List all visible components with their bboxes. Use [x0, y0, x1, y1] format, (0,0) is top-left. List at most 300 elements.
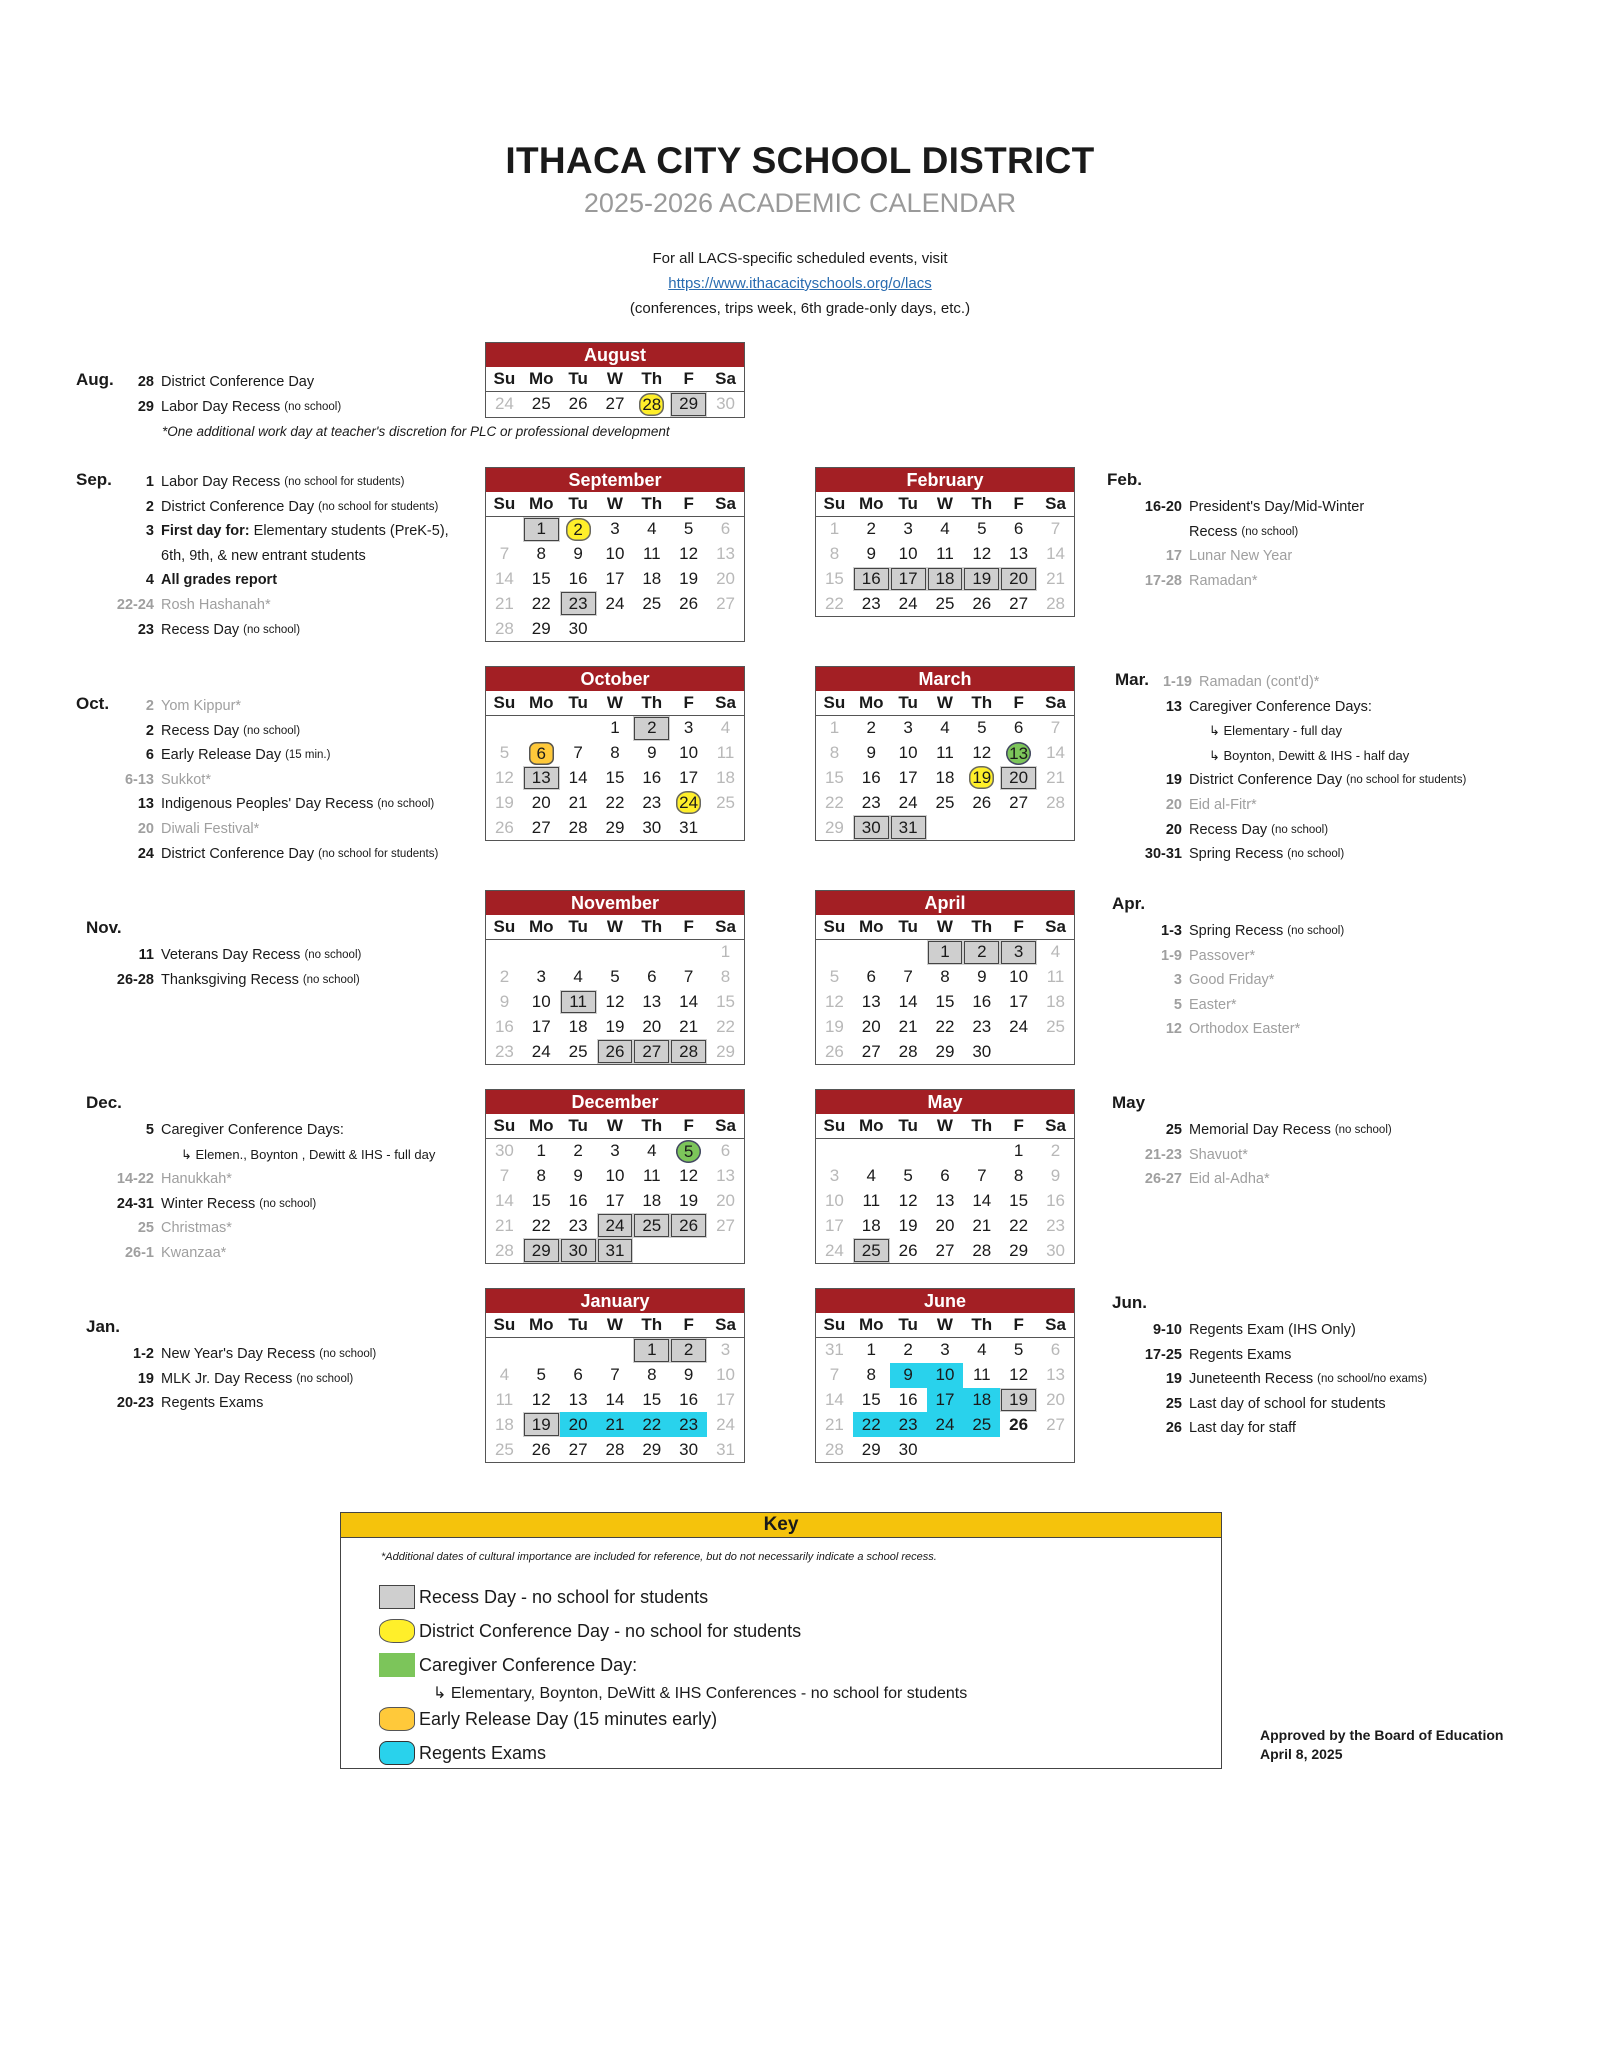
- day-cell: 14: [1046, 544, 1065, 564]
- event-date: [74, 544, 154, 569]
- event-date: 20-23: [116, 1395, 154, 1412]
- day-cell: 10: [927, 1363, 964, 1388]
- event-date: 1-3: [1161, 923, 1182, 939]
- day-cell: 30: [1046, 1240, 1065, 1260]
- day-cell: 15: [605, 767, 625, 787]
- day-cell: 13: [935, 1190, 955, 1210]
- calendar-november: [485, 890, 745, 1065]
- event-text: Eid al-Fitr*: [1189, 796, 1257, 813]
- day-cell: 9: [977, 967, 987, 987]
- day-cell: 10: [679, 743, 699, 763]
- day-cell: 20: [716, 1190, 735, 1210]
- event-note: (no school): [243, 724, 301, 737]
- weekday-header: Sa: [707, 367, 744, 392]
- day-cell: 15: [642, 1389, 662, 1409]
- event-date: 12: [1165, 1021, 1182, 1038]
- event-text: Sukkot*: [161, 771, 211, 788]
- day-cell: 3: [903, 519, 913, 539]
- day-cell: 30: [972, 1041, 992, 1061]
- event-text: Recess Day: [1189, 821, 1268, 838]
- day-cell: 1: [633, 1338, 670, 1363]
- lacs-link[interactable]: https://www.ithacacityschools.org/o/lacs: [668, 275, 932, 292]
- event-date: 26: [1165, 1420, 1182, 1437]
- event-item: [1108, 993, 1344, 1018]
- day-cell: 11: [642, 544, 661, 564]
- day-cell: 5: [499, 743, 510, 763]
- day-cell: [707, 1238, 744, 1263]
- day-cell: 14: [898, 991, 918, 1011]
- day-cell: 28: [568, 817, 588, 837]
- event-item: [1108, 670, 1466, 695]
- day-cell: 14: [494, 568, 514, 588]
- day-cell: 22: [1009, 1215, 1029, 1235]
- weekday-header: F: [670, 1313, 707, 1338]
- event-date: 5: [145, 1122, 154, 1138]
- event-date: 17-25: [1144, 1346, 1182, 1363]
- event-text: Rosh Hashanah*: [161, 596, 271, 613]
- event-date: 20: [1165, 796, 1182, 813]
- month-header: November: [486, 891, 744, 915]
- day-cell: 1: [1013, 1141, 1024, 1161]
- day-cell: 26: [972, 792, 992, 812]
- day-cell: 6: [940, 1166, 950, 1186]
- day-cell: [890, 1139, 927, 1164]
- day-cell: 1: [829, 718, 840, 738]
- event-item: [1108, 818, 1466, 843]
- event-item: [74, 1167, 435, 1192]
- weekday-header: Sa: [1037, 691, 1074, 716]
- day-cell: [486, 716, 523, 741]
- day-cell: 22: [531, 1215, 551, 1235]
- day-cell: 29: [531, 618, 551, 638]
- key-caregiver-sub: ↳ Elementary, Boynton, DeWitt & IHS Conferences - no school for students: [433, 1685, 968, 1702]
- weekday-header: F: [670, 1114, 707, 1139]
- day-cell: 31: [597, 1238, 634, 1263]
- day-cell: 28: [670, 1039, 707, 1064]
- star-icon: [379, 1707, 415, 1731]
- day-cell: 19: [679, 1190, 699, 1210]
- day-cell: 12: [679, 544, 699, 564]
- day-cell: 6: [1013, 519, 1024, 539]
- event-item: [74, 470, 449, 495]
- event-text: ↳ Elementary - full day: [1209, 723, 1342, 739]
- day-cell: 15: [824, 767, 844, 787]
- event-date: 1-2: [133, 1346, 154, 1362]
- page-title: ITHACA CITY SCHOOL DISTRICT: [505, 140, 1095, 181]
- day-cell: 29: [523, 1238, 560, 1263]
- day-cell: 9: [683, 1365, 694, 1385]
- day-cell: 6: [866, 967, 876, 987]
- day-cell: [707, 815, 744, 840]
- day-cell: [633, 1238, 670, 1263]
- event-text: Yom Kippur*: [161, 698, 242, 714]
- event-text: Veterans Day Recess: [161, 947, 301, 963]
- event-note: (no school): [1271, 823, 1329, 836]
- calendar-march: [815, 666, 1075, 841]
- weekday-header: W: [927, 492, 964, 517]
- calendar-september: [485, 467, 745, 642]
- day-cell: 4: [940, 519, 950, 539]
- day-cell: 27: [1009, 792, 1029, 812]
- day-cell: [1000, 1039, 1037, 1064]
- day-cell: 11: [936, 743, 954, 763]
- day-cell: [853, 1139, 890, 1164]
- event-date: 26-28: [116, 971, 154, 988]
- weekday-header: Su: [486, 1313, 523, 1338]
- event-item: [74, 395, 341, 420]
- day-cell: 15: [861, 1389, 881, 1409]
- day-cell: 8: [1013, 1166, 1024, 1186]
- event-date: 2: [145, 698, 154, 714]
- event-item: [1108, 842, 1466, 867]
- day-cell: 10: [898, 544, 918, 564]
- event-text: Memorial Day Recess: [1189, 1122, 1331, 1138]
- key-title: Key: [341, 1513, 1221, 1538]
- event-date: 9-10: [1152, 1322, 1182, 1338]
- day-cell: 1: [829, 519, 840, 539]
- day-cell: 25: [531, 394, 551, 414]
- event-item: [74, 1241, 435, 1266]
- event-date: 24: [137, 845, 154, 862]
- event-item: [74, 568, 449, 593]
- calendar-february: [815, 467, 1075, 617]
- day-cell: 1: [866, 1340, 876, 1360]
- day-cell: [523, 1338, 560, 1363]
- event-text: Spring Recess: [1189, 846, 1284, 863]
- event-item: [74, 943, 361, 968]
- key-caregiver: Caregiver Conference Day:: [419, 1654, 638, 1675]
- event-text: District Conference Day: [1189, 772, 1343, 789]
- day-cell: 9: [1050, 1166, 1061, 1186]
- event-text: Ramadan*: [1189, 572, 1258, 589]
- event-text: Passover*: [1189, 947, 1256, 964]
- events-august: [74, 370, 341, 419]
- weekday-header: Th: [633, 1313, 670, 1338]
- day-cell: 8: [720, 967, 731, 987]
- event-item: [74, 743, 438, 768]
- day-cell: 17: [679, 767, 699, 787]
- day-cell: 15: [716, 991, 735, 1011]
- day-cell: 27: [716, 1215, 735, 1235]
- day-cell: 1: [720, 942, 731, 962]
- day-cell: [963, 1437, 1000, 1462]
- day-cell: 13: [861, 991, 881, 1011]
- day-cell: 25: [935, 593, 955, 613]
- calendar-october: [485, 666, 745, 841]
- event-item: [74, 1367, 376, 1392]
- weekday-header: F: [670, 367, 707, 392]
- weekday-header: Mo: [523, 1313, 560, 1338]
- day-cell: 18: [963, 1388, 1000, 1413]
- day-cell: 7: [573, 743, 583, 763]
- pentagon-icon: 24: [676, 791, 701, 814]
- weekday-header: Sa: [707, 1114, 744, 1139]
- weekday-header: Mo: [853, 492, 890, 517]
- weekday-header: Mo: [853, 1313, 890, 1338]
- day-cell: 22: [824, 593, 844, 613]
- event-date: [1108, 744, 1202, 769]
- day-cell: [1000, 815, 1037, 840]
- day-cell: 20: [861, 1016, 881, 1036]
- day-cell: [927, 1139, 964, 1164]
- event-text: ↳ Boynton, Dewitt & IHS - half day: [1209, 747, 1410, 763]
- event-date: 3: [1173, 972, 1182, 989]
- day-cell: 18: [716, 767, 735, 787]
- day-cell: [670, 1139, 707, 1164]
- day-cell: 16: [853, 567, 890, 592]
- weekday-header: W: [597, 915, 634, 940]
- day-cell: 15: [531, 1190, 551, 1210]
- weekday-header: Su: [486, 492, 523, 517]
- day-cell: 12: [824, 991, 844, 1011]
- day-cell: [1037, 1039, 1074, 1064]
- event-item: [1108, 495, 1364, 520]
- day-cell: [633, 940, 670, 965]
- day-cell: [1000, 741, 1037, 766]
- day-cell: 30: [494, 1141, 514, 1161]
- circle-icon: 13: [1006, 742, 1031, 765]
- day-cell: 25: [716, 792, 735, 812]
- event-date: 2: [145, 722, 154, 739]
- pentagon-icon: 19: [969, 766, 994, 789]
- weekday-header: Th: [963, 915, 1000, 940]
- event-date: 13: [137, 796, 154, 813]
- weekday-header: Th: [633, 367, 670, 392]
- event-note: (15 min.): [285, 749, 331, 762]
- day-cell: 19: [605, 1016, 625, 1036]
- day-cell: 16: [568, 1190, 588, 1210]
- day-cell: 28: [972, 1240, 992, 1260]
- event-item: [74, 618, 449, 643]
- event-item: [1108, 1318, 1427, 1343]
- day-cell: 22: [935, 1016, 955, 1036]
- event-note: (no school for students): [284, 476, 405, 488]
- day-cell: 5: [683, 519, 694, 539]
- event-text: Eid al-Adha*: [1189, 1171, 1270, 1188]
- day-cell: [853, 940, 890, 965]
- calendar-august: [485, 342, 745, 418]
- day-cell: 27: [861, 1041, 881, 1061]
- day-cell: 3: [903, 718, 913, 738]
- day-cell: 11: [495, 1389, 514, 1409]
- day-cell: 20: [935, 1215, 955, 1235]
- weekday-header: Su: [486, 915, 523, 940]
- day-cell: 26: [972, 593, 992, 613]
- day-cell: 16: [679, 1389, 699, 1409]
- event-date: 3: [145, 523, 154, 540]
- events-october: [74, 694, 438, 866]
- day-cell: [486, 940, 523, 965]
- event-note: (no school): [259, 1197, 317, 1210]
- day-cell: 30: [679, 1439, 699, 1459]
- day-cell: [597, 1338, 634, 1363]
- weekday-header: Su: [486, 1114, 523, 1139]
- day-cell: 13: [568, 1389, 588, 1409]
- month-header: March: [816, 667, 1074, 691]
- day-cell: 21: [494, 593, 514, 613]
- event-text-bold: First day for:: [161, 523, 250, 540]
- day-cell: 20: [716, 568, 735, 588]
- weekday-header: Su: [816, 1313, 853, 1338]
- event-date: 16-20: [1144, 499, 1182, 515]
- weekday-header: Sa: [707, 691, 744, 716]
- day-cell: 16: [568, 568, 588, 588]
- event-item: [74, 519, 449, 544]
- day-cell: 24: [605, 593, 625, 613]
- day-cell: 27: [605, 394, 625, 414]
- event-item: [1108, 968, 1344, 993]
- day-cell: 11: [1046, 967, 1065, 987]
- event-text: Elementary students (PreK-5),: [249, 523, 449, 540]
- event-date: 17: [1165, 548, 1182, 565]
- day-cell: [707, 616, 744, 641]
- month-header: January: [486, 1289, 744, 1313]
- event-date: 26-1: [124, 1244, 154, 1261]
- day-cell: 6: [1050, 1340, 1061, 1360]
- day-cell: 27: [531, 817, 551, 837]
- day-cell: 6: [720, 519, 731, 539]
- events-january: [74, 1342, 376, 1416]
- event-text: ↳ Elemen., Boynton , Dewitt & IHS - full day: [181, 1146, 436, 1162]
- key-district: District Conference Day - no school for students: [419, 1620, 802, 1641]
- event-month-label: Dec.: [86, 1093, 122, 1112]
- event-date: 29: [137, 398, 154, 415]
- day-cell: 16: [898, 1389, 918, 1409]
- event-text: Caregiver Conference Days:: [1189, 698, 1372, 715]
- event-text: Diwali Festival*: [161, 820, 260, 837]
- day-cell: 4: [720, 718, 731, 738]
- event-date: 21-23: [1144, 1146, 1182, 1163]
- day-cell: [560, 517, 597, 542]
- recess-swatch-icon: [379, 1585, 415, 1609]
- event-date: 1: [145, 474, 154, 490]
- approval-date: April 8, 2025: [1260, 1746, 1343, 1762]
- day-cell: 28: [1046, 792, 1065, 812]
- day-cell: 31: [890, 815, 927, 840]
- day-cell: 13: [716, 1166, 735, 1186]
- day-cell: 30: [642, 817, 662, 837]
- event-text: Recess Day: [161, 621, 240, 638]
- event-item: [74, 817, 438, 842]
- day-cell: 9: [573, 544, 583, 564]
- day-cell: [670, 940, 707, 965]
- event-item: [74, 1391, 376, 1416]
- event-item: [74, 370, 341, 395]
- event-text: Kwanzaa*: [161, 1244, 227, 1261]
- day-cell: 17: [927, 1388, 964, 1413]
- regents-swatch-icon: [379, 1741, 415, 1765]
- day-cell: 29: [642, 1439, 662, 1459]
- day-cell: 22: [853, 1412, 890, 1437]
- events-september: [74, 470, 449, 642]
- day-cell: 7: [1050, 718, 1061, 738]
- day-cell: 21: [1046, 767, 1065, 787]
- event-month-label: May: [1112, 1093, 1146, 1112]
- day-cell: 28: [494, 1240, 514, 1260]
- day-cell: 10: [824, 1190, 844, 1210]
- day-cell: 16: [861, 767, 881, 787]
- star-icon: 6: [529, 742, 554, 765]
- event-note: (no school): [243, 623, 301, 636]
- day-cell: 24: [531, 1041, 551, 1061]
- day-cell: 29: [861, 1439, 881, 1459]
- event-text: Ramadan (cont'd)*: [1199, 674, 1320, 690]
- day-cell: 23: [861, 792, 881, 812]
- event-date: 25: [1165, 1395, 1182, 1412]
- day-cell: 19: [1000, 1388, 1037, 1413]
- weekday-header: Tu: [560, 1114, 597, 1139]
- day-cell: 14: [1046, 743, 1065, 763]
- day-cell: 23: [560, 591, 597, 616]
- event-item: [1108, 1392, 1427, 1417]
- key-note: *Additional dates of cultural importance are included for reference, but do not necessarily indicate a school recess.: [381, 1551, 937, 1563]
- event-date: 5: [1173, 996, 1182, 1013]
- event-item: [1108, 569, 1364, 594]
- day-cell: [560, 716, 597, 741]
- day-cell: [486, 1338, 523, 1363]
- event-date: 30-31: [1144, 846, 1182, 863]
- day-cell: 21: [679, 1016, 699, 1036]
- day-cell: 29: [670, 392, 707, 417]
- day-cell: 7: [829, 1365, 840, 1385]
- weekday-header: Tu: [560, 492, 597, 517]
- day-cell: 10: [716, 1365, 735, 1385]
- event-date: 24-31: [116, 1195, 154, 1212]
- event-date: 13: [1165, 698, 1182, 715]
- event-text: Recess Day: [161, 722, 240, 739]
- weekday-header: Th: [963, 492, 1000, 517]
- event-note: (no school for students): [318, 847, 439, 860]
- weekday-header: W: [597, 691, 634, 716]
- day-cell: [597, 940, 634, 965]
- weekday-header: W: [597, 1114, 634, 1139]
- weekday-header: Sa: [707, 915, 744, 940]
- day-cell: 14: [679, 991, 699, 1011]
- day-cell: 15: [935, 991, 955, 1011]
- day-cell: 14: [972, 1190, 992, 1210]
- day-cell: 13: [1009, 544, 1029, 564]
- day-cell: 29: [935, 1041, 955, 1061]
- day-cell: 26: [679, 593, 699, 613]
- day-cell: 8: [536, 544, 546, 564]
- events-december: [74, 1118, 435, 1266]
- event-month-label: Jun.: [1112, 1293, 1147, 1312]
- events-may: [1108, 1118, 1392, 1192]
- event-item: [1108, 944, 1344, 969]
- day-cell: 28: [824, 1439, 844, 1459]
- event-text: Last day of school for students: [1189, 1395, 1386, 1412]
- month-header: August: [486, 343, 744, 367]
- day-cell: 2: [633, 716, 670, 741]
- event-text: Caregiver Conference Days:: [161, 1122, 344, 1138]
- weekday-header: F: [1000, 1114, 1037, 1139]
- key-recess: Recess Day - no school for students: [419, 1586, 709, 1607]
- weekday-header: F: [1000, 915, 1037, 940]
- day-cell: 19: [898, 1215, 918, 1235]
- event-text: Christmas*: [161, 1220, 232, 1237]
- month-header: February: [816, 468, 1074, 492]
- august-note: *One additional work day at teacher's discretion for PLC or professional development: [162, 424, 670, 439]
- event-date: 19: [1165, 772, 1182, 789]
- event-date: 25: [1165, 1122, 1182, 1138]
- event-item: [1108, 544, 1364, 569]
- day-cell: 19: [494, 792, 514, 812]
- day-cell: [523, 940, 560, 965]
- events-june: [1108, 1318, 1427, 1441]
- weekday-header: Su: [816, 691, 853, 716]
- day-cell: 24: [597, 1213, 634, 1238]
- weekday-header: Su: [486, 367, 523, 392]
